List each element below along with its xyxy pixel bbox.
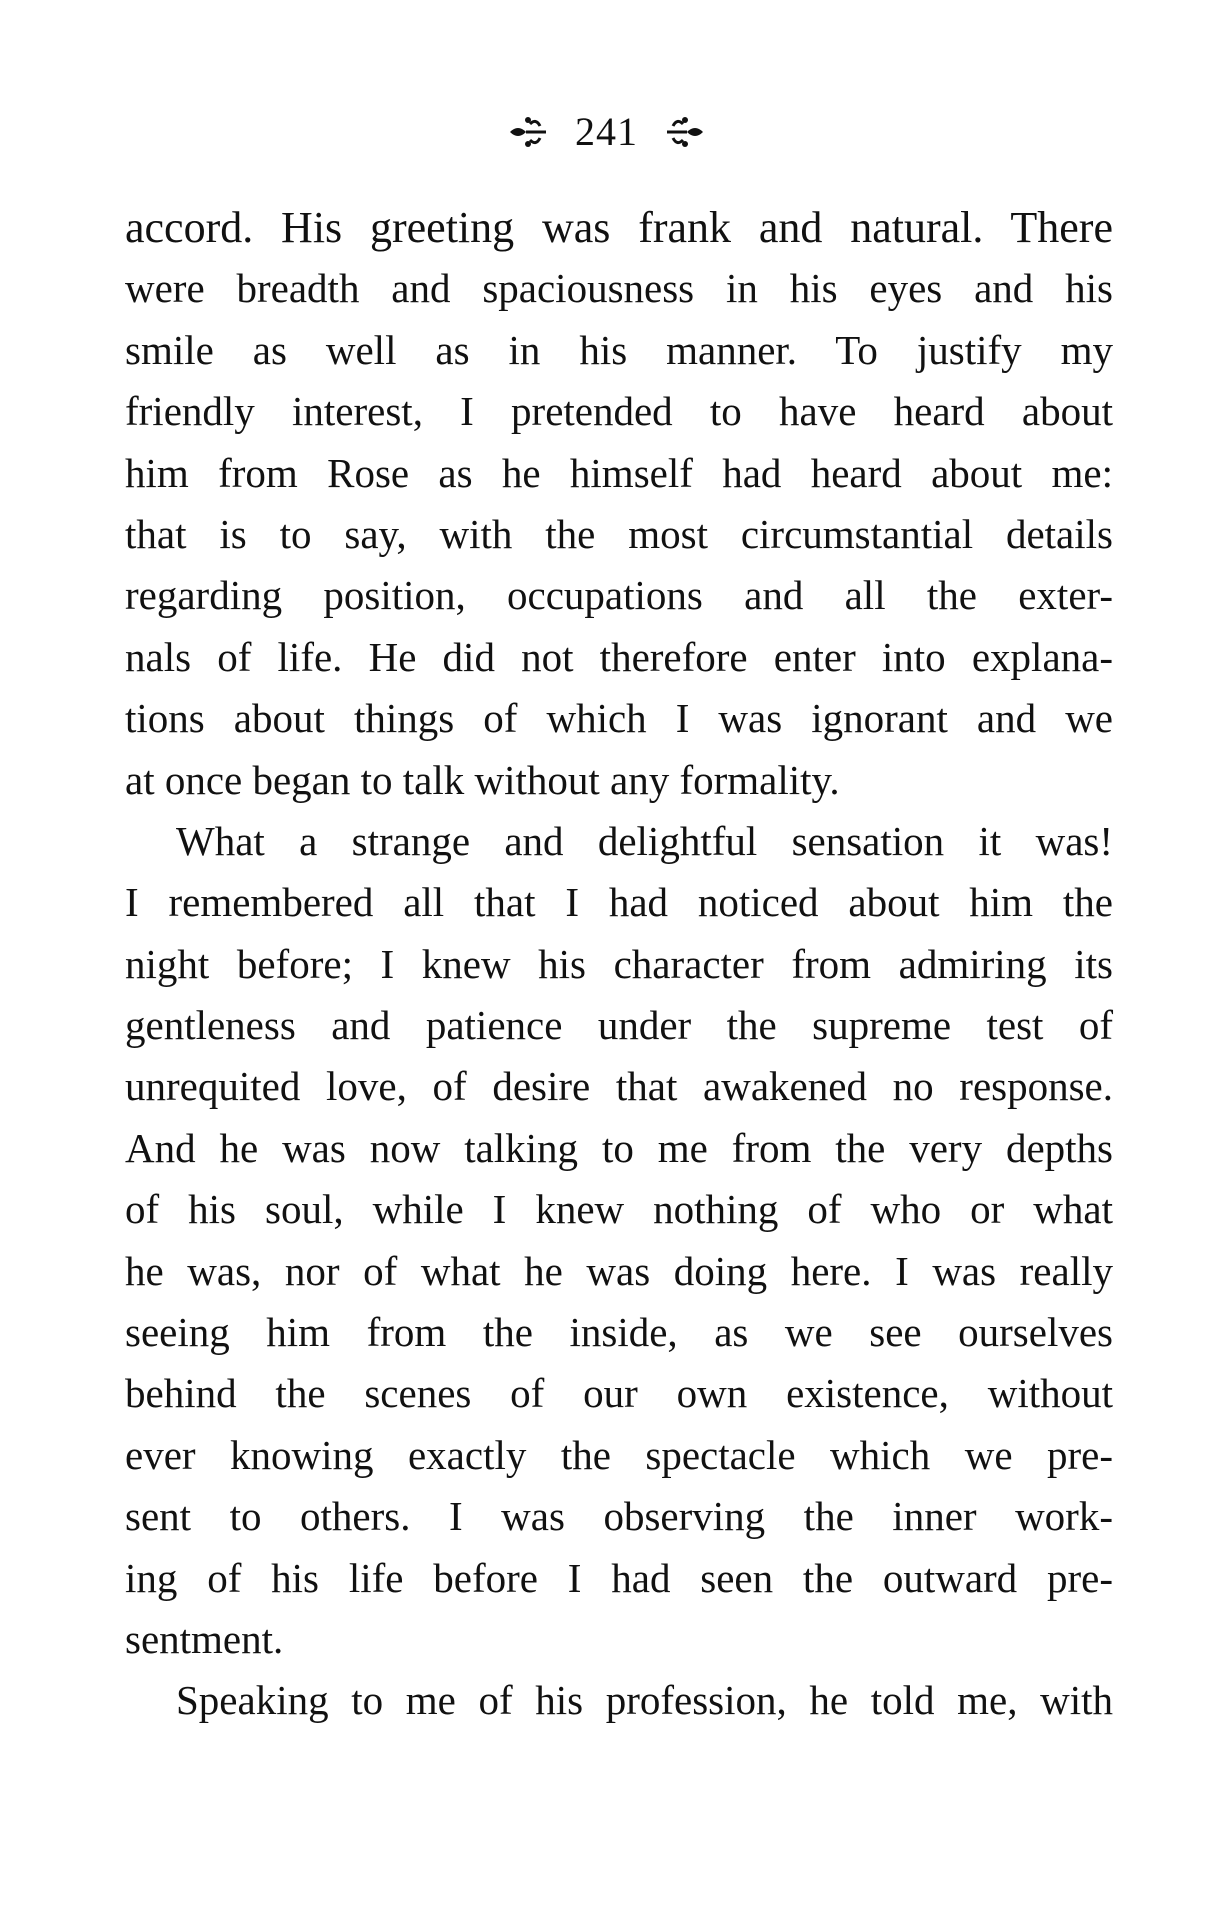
text-line: seeing him from the inside, as we see ourselves [125, 1309, 1113, 1356]
text-line: night before; I knew his character from admiring its [125, 940, 1113, 987]
text-line: him from Rose as he himself had heard about me: [125, 449, 1113, 496]
text-line: of his soul, while I knew nothing of who or what [125, 1186, 1113, 1233]
text-line: nals of life. He did not therefore enter into explana- [125, 633, 1113, 680]
text-line: sentment. [125, 1615, 284, 1662]
text-line: were breadth and spaciousness in his eyes and his [125, 265, 1113, 312]
text-line: unrequited love, of desire that awakened no response. [125, 1063, 1113, 1110]
text-line: he was, nor of what he was doing here. I was really [125, 1247, 1113, 1294]
text-line: I remembered all that I had noticed about him the [125, 879, 1113, 926]
text-line: tions about things of which I was ignorant and we [125, 695, 1113, 742]
text-line: ever knowing exactly the spectacle which we pre- [125, 1431, 1113, 1478]
fleuron-right-icon [663, 114, 707, 150]
text-line: smile as well as in his manner. To justify my [125, 326, 1113, 373]
text-line: regarding position, occupations and all the exter- [125, 572, 1113, 619]
text-line: friendly interest, I pretended to have heard about [125, 388, 1113, 435]
fleuron-left-icon [506, 114, 550, 150]
text-line: sent to others. I was observing the inner work- [125, 1493, 1113, 1540]
text-line: Speaking to me of his profession, he told me, with [176, 1677, 1113, 1724]
text-line: And he was now talking to me from the very depths [125, 1124, 1113, 1171]
text-line: at once began to talk without any formality. [125, 756, 840, 803]
body-text [125, 197, 1113, 1732]
page-number: 241 [575, 108, 638, 154]
text-line: gentleness and patience under the supreme test of [125, 1002, 1113, 1049]
text-line: behind the scenes of our own existence, without [125, 1370, 1113, 1417]
text-line: ing of his life before I had seen the outward pre- [125, 1554, 1113, 1601]
text-line: What a strange and delightful sensation it was! [176, 817, 1113, 864]
text-line: accord. His greeting was frank and natural. There [125, 203, 1113, 252]
page-header [0, 104, 1213, 156]
text-line: that is to say, with the most circumstantial details [125, 510, 1113, 557]
